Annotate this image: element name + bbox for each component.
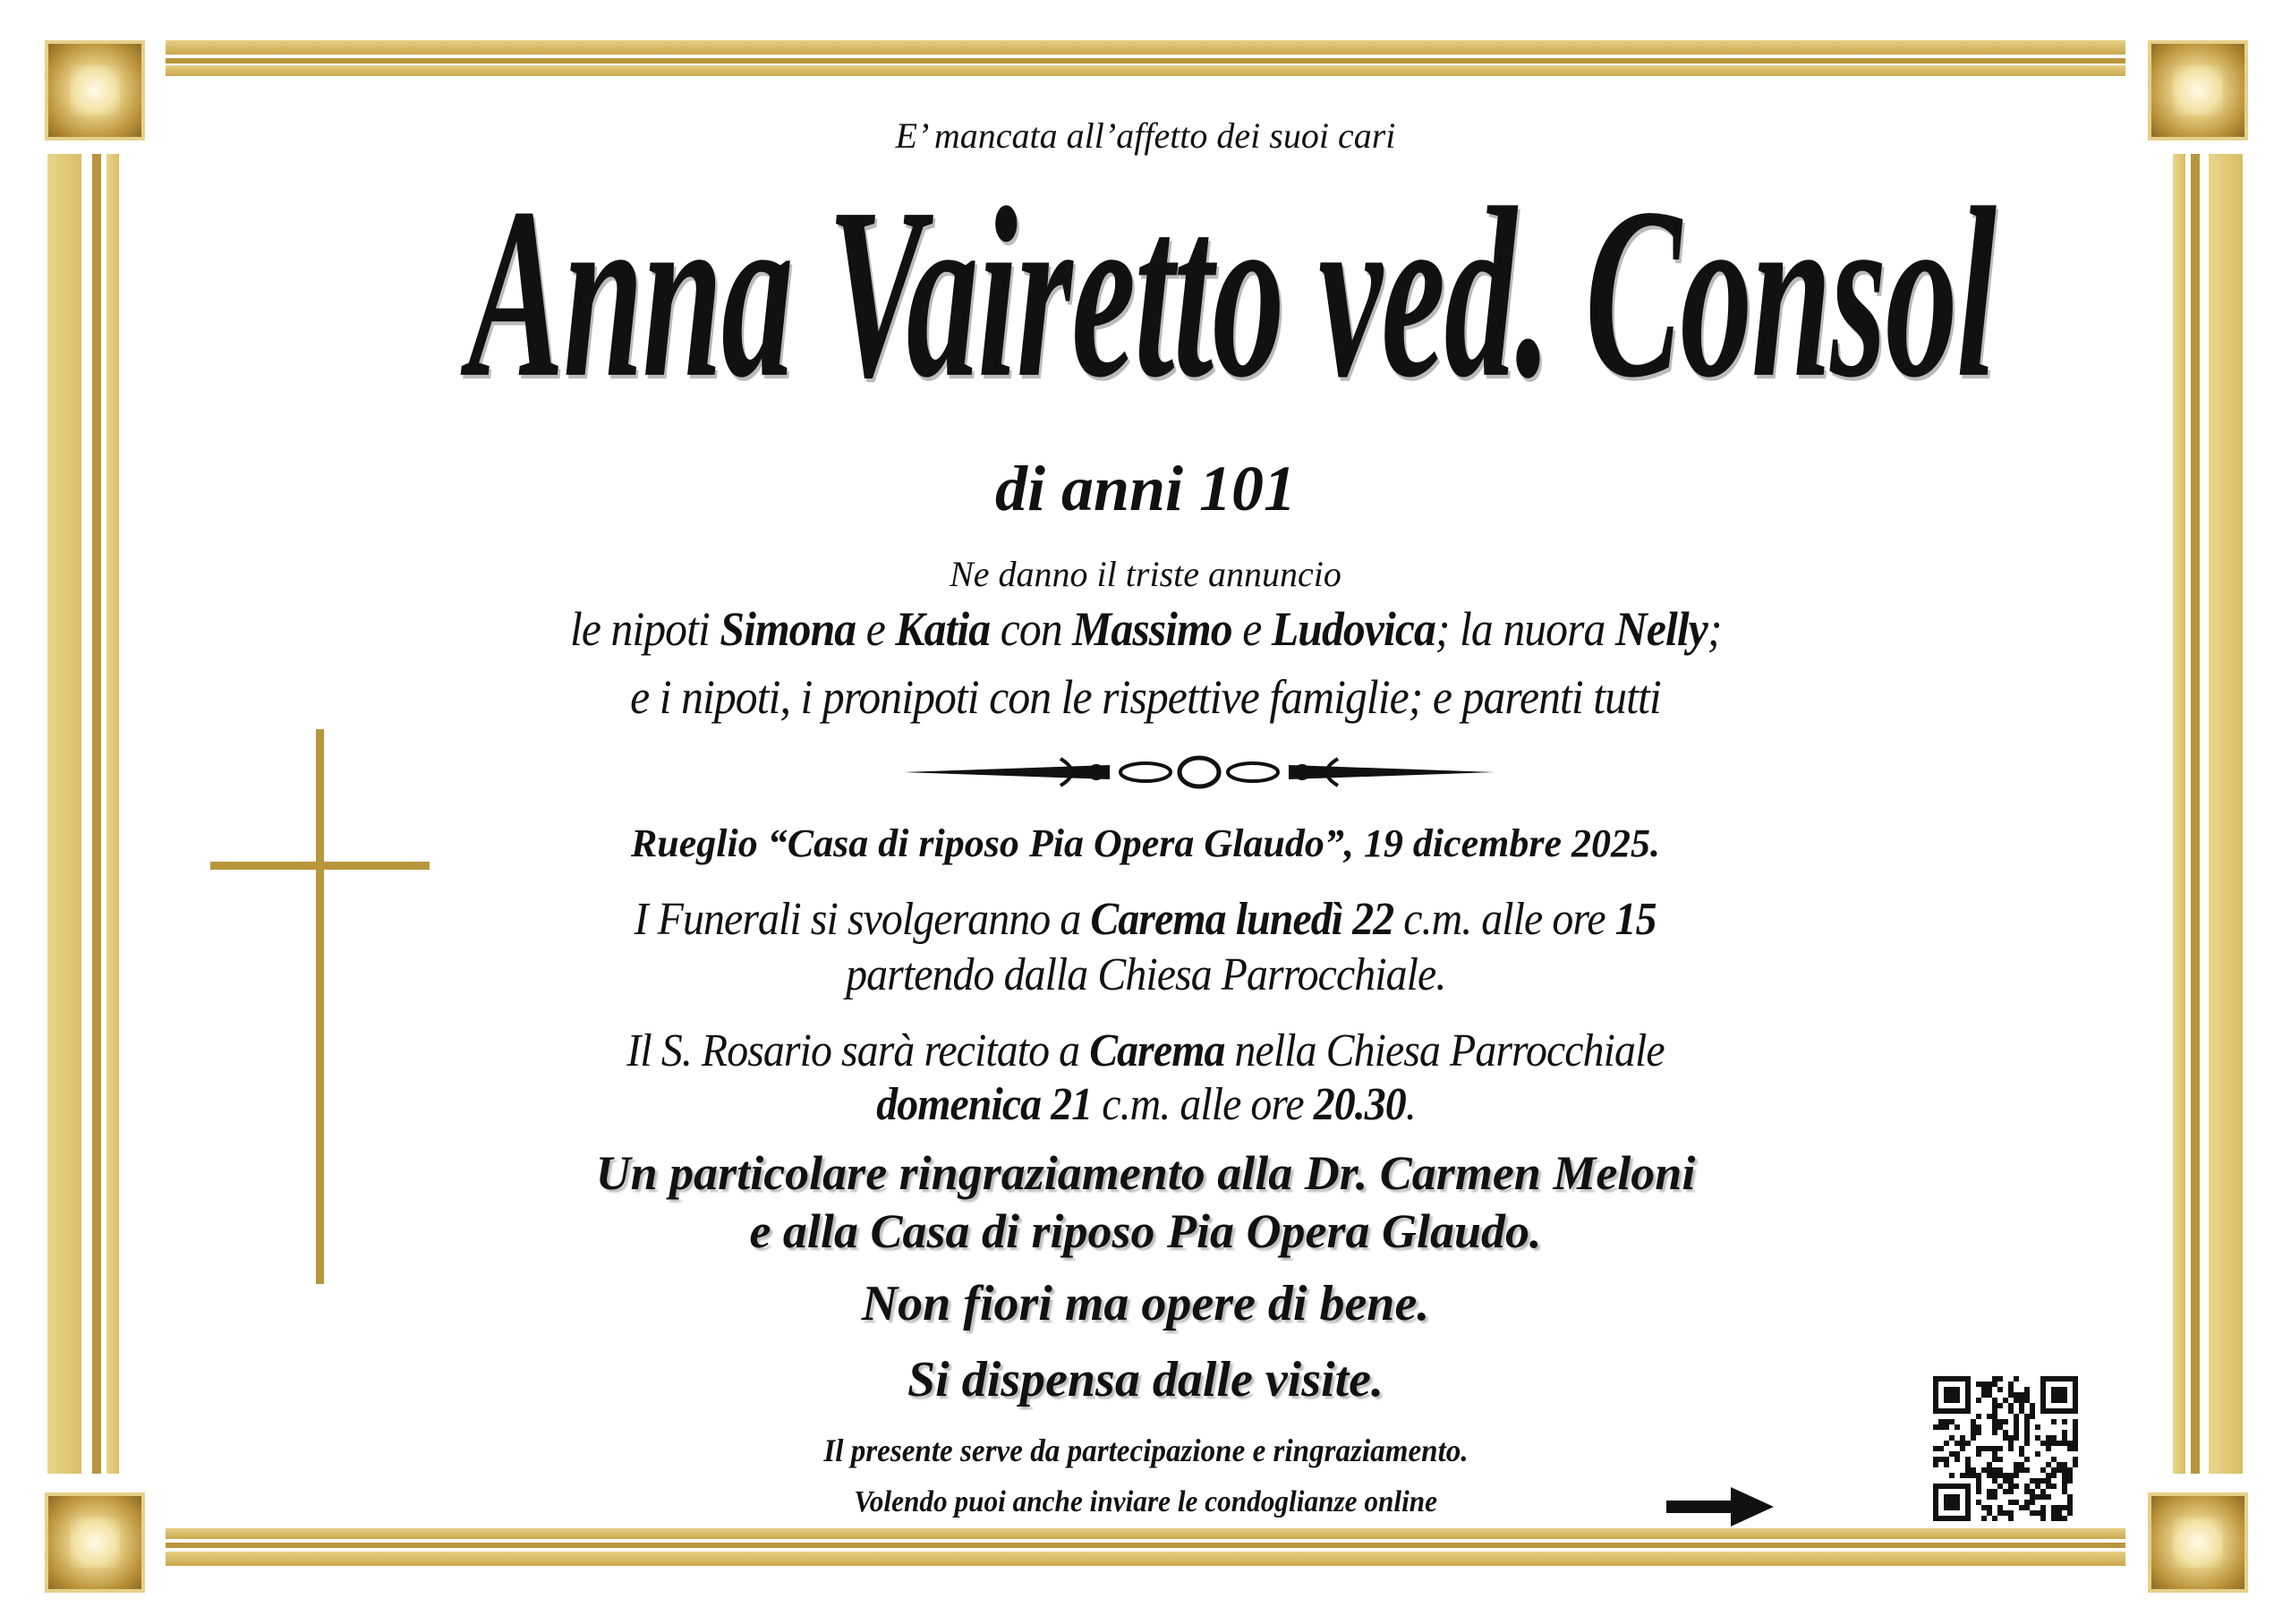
arrow-right-icon (1666, 1484, 1774, 1530)
ornament-divider (904, 750, 1495, 795)
intro-text: E’ mancata all’affetto dei suoi cari (895, 115, 1396, 156)
age-text: di anni 101 (994, 453, 1297, 524)
relatives-line-2: e i nipoti, i pronipoti con le rispettive famiglie; e parenti tutti (630, 670, 1661, 724)
rosary-line-2: domenica 21 c.m. alle ore 20.30. (875, 1079, 1416, 1130)
footer-note: Il presente serve da partecipazione e ringraziamento. (822, 1433, 1469, 1468)
thanks-line-2: e alla Casa di riposo Pia Opera Glaudo. (749, 1204, 1542, 1258)
thanks-line-1: Un particolare ringraziamento alla Dr. Carmen Meloni (595, 1146, 1696, 1200)
announce-intro: Ne danno il triste annuncio (950, 554, 1341, 594)
name-wrapper (0, 152, 2291, 447)
funeral-line-2: partendo dalla Chiesa Parrocchiale. (845, 949, 1446, 1000)
cross-icon (210, 729, 430, 1284)
place-date: Rueglio “Casa di riposo Pia Opera Glaudo”, 19 dicembre 2025. (630, 821, 1661, 865)
no-flowers: Non fiori ma opere di bene. (861, 1276, 1430, 1331)
footer-online: Volendo puoi anche inviare le condoglianze online (854, 1485, 1437, 1518)
no-visits: Si dispensa dalle visite. (907, 1352, 1384, 1407)
deceased-name: Anna Vairetto ved. Consol (468, 157, 1996, 429)
qr-code[interactable] (1933, 1376, 2078, 1521)
relatives-line-1: le nipoti Simona e Katia con Massimo e Ludovica; la nuora Nelly; (569, 602, 1722, 656)
funeral-line-1: I Funerali si svolgeranno a Carema lunedì 22 c.m. alle ore 15 (634, 894, 1657, 945)
rosary-line-1: Il S. Rosario sarà recitato a Carema nella Chiesa Parrocchiale (626, 1025, 1665, 1076)
